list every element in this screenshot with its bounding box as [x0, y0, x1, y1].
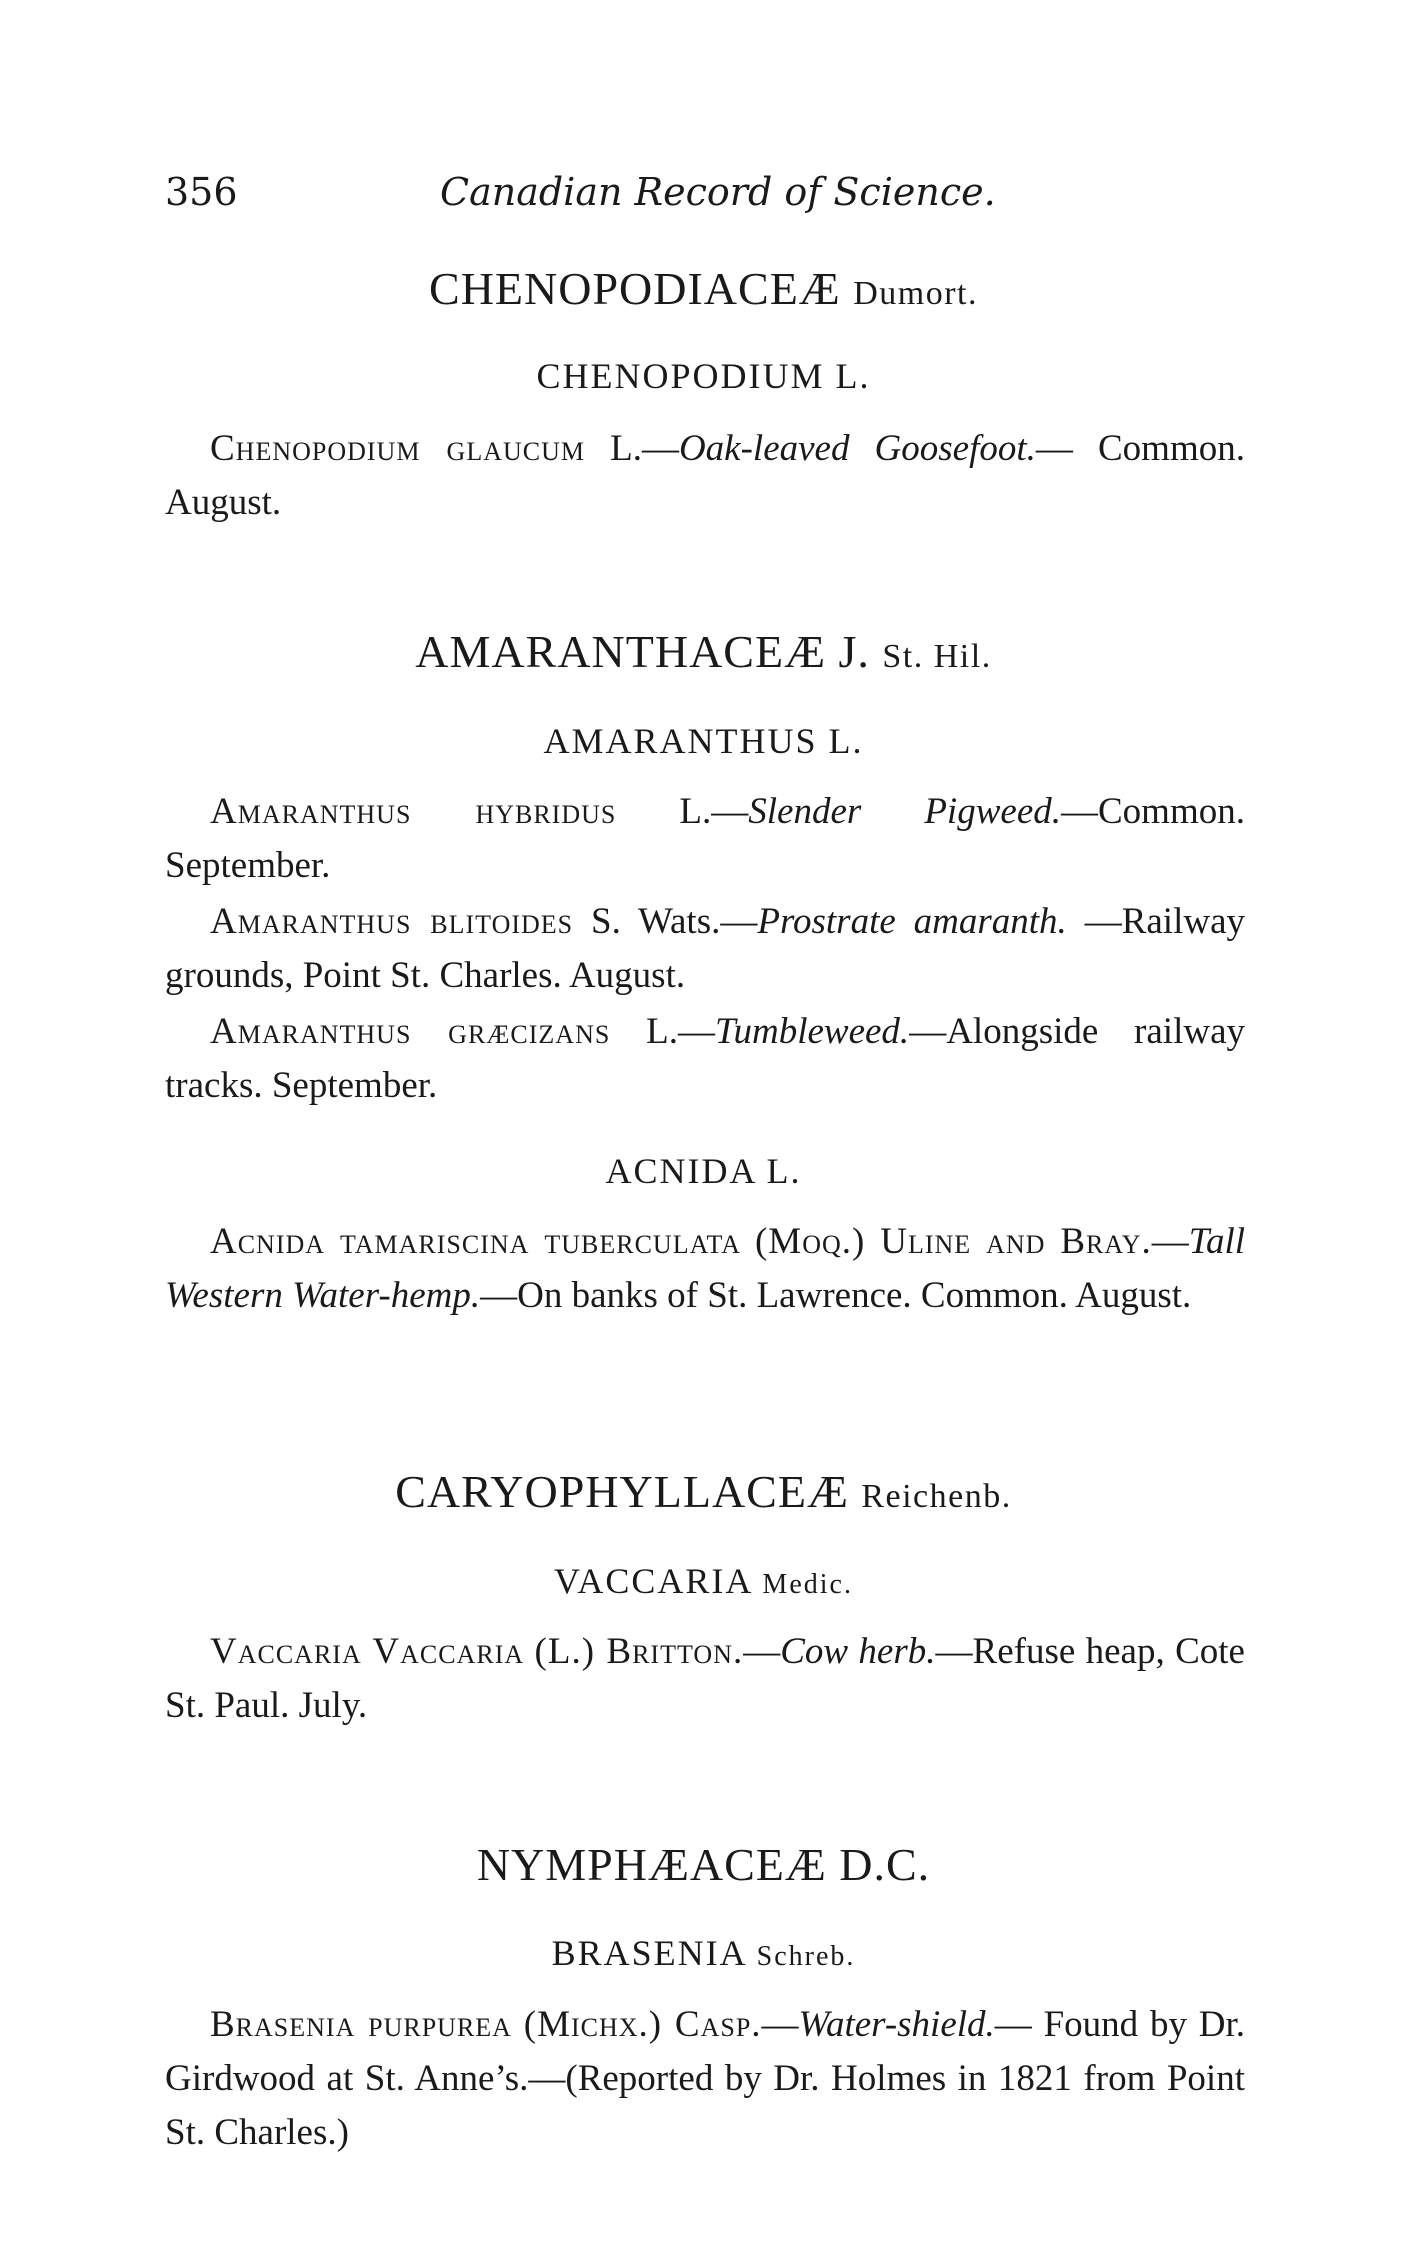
genus-name: CHENOPODIUM L. — [536, 356, 871, 396]
species-note: Found by Dr. Girdwood at St. Anne’s.—(Reported by Dr. Holmes in 1821 from Point St. Charles.) — [165, 2004, 1245, 2153]
genus-name: BRASENIA — [551, 1933, 746, 1973]
genus-heading-amaranthus — [0, 720, 1407, 762]
genus-name: VACCARIA — [554, 1561, 752, 1601]
species-authority: L. — [610, 428, 642, 469]
dash: — — [909, 1011, 947, 1052]
species-authority: (L.) Britton. — [534, 1631, 744, 1672]
family-authority: St. Hil. — [882, 638, 992, 675]
species-entry-acnida-tamariscina — [165, 1215, 1245, 1323]
dash: — — [720, 901, 758, 942]
family-heading-amaranthaceae — [0, 625, 1407, 678]
family-name: CHENOPODIACEÆ — [429, 263, 841, 314]
common-name: Cow herb. — [780, 1631, 936, 1672]
dash: — — [761, 2004, 799, 2045]
species-entry-brasenia-purpurea — [165, 1998, 1245, 2160]
genus-heading-vaccaria — [0, 1560, 1407, 1602]
family-name: AMARANTHACEÆ J. — [415, 626, 870, 677]
species-note: Alongside railway tracks. September. — [165, 1011, 1246, 1106]
species-entry-vaccaria-vaccaria — [165, 1625, 1245, 1733]
species-entry-chenopodium-glaucum — [165, 422, 1245, 530]
species-authority: (Michx.) Casp. — [523, 2004, 762, 2045]
species-note: Common. August. — [165, 428, 1245, 523]
species-entry-amaranthus-graecizans — [165, 1005, 1245, 1113]
running-head — [165, 170, 1245, 230]
species-name: Brasenia purpurea — [210, 2004, 512, 2045]
genus-authority: Schreb. — [756, 1941, 856, 1972]
genus-heading-chenopodium — [0, 355, 1407, 397]
dash: — — [994, 2004, 1032, 2045]
family-name: NYMPHÆACEÆ D.C. — [476, 1839, 931, 1890]
species-name: Amaranthus hybridus — [210, 791, 617, 832]
dash: — — [1151, 1221, 1189, 1262]
species-name: Amaranthus blitoides — [210, 901, 574, 942]
species-authority: S. Wats. — [591, 901, 721, 942]
dash: — — [641, 428, 679, 469]
common-name: Tall Western Water-hemp. — [165, 1221, 1246, 1316]
genus-heading-acnida — [0, 1150, 1407, 1192]
genus-heading-brasenia — [0, 1932, 1407, 1974]
family-heading-nymphaeaceae — [0, 1838, 1407, 1891]
genus-name: AMARANTHUS L. — [543, 721, 864, 761]
family-authority: Reichenb. — [861, 1478, 1012, 1515]
species-name: Vaccaria Vaccaria — [210, 1631, 525, 1672]
species-note: Railway grounds, Point St. Charles. August. — [165, 901, 1245, 996]
dash: — — [677, 1011, 715, 1052]
species-name: Amaranthus græcizans — [210, 1011, 611, 1052]
dash: — — [1084, 901, 1122, 942]
common-name: Oak-leaved Goosefoot. — [678, 428, 1036, 469]
dash: — — [743, 1631, 781, 1672]
species-authority: (Moq.) Uline and Bray. — [754, 1221, 1152, 1262]
common-name: Slender Pigweed. — [748, 791, 1061, 832]
species-note: On banks of St. Lawrence. Common. August. — [517, 1275, 1192, 1316]
dash: — — [1061, 791, 1098, 832]
dash: — — [480, 1275, 518, 1316]
species-authority: L. — [646, 1011, 678, 1052]
species-name: Chenopodium glaucum — [210, 428, 585, 469]
dash: — — [1035, 428, 1073, 469]
dash: — — [935, 1631, 973, 1672]
page-number: 356 — [165, 170, 238, 214]
family-name: CARYOPHYLLACEÆ — [395, 1466, 849, 1517]
species-note: Common. September. — [165, 791, 1245, 886]
family-heading-caryophyllaceae — [0, 1465, 1407, 1518]
journal-title: Canadian Record of Science. — [440, 170, 996, 214]
genus-name: ACNIDA L. — [605, 1151, 802, 1191]
common-name: Tumbleweed. — [714, 1011, 910, 1052]
genus-authority: Medic. — [762, 1569, 853, 1600]
common-name: Water-shield. — [798, 2004, 995, 2045]
species-entry-amaranthus-blitoides — [165, 895, 1245, 1003]
dash: — — [711, 791, 749, 832]
common-name: Prostrate amaranth. — [757, 901, 1067, 942]
family-heading-chenopodiaceae — [0, 262, 1407, 315]
species-entry-amaranthus-hybridus — [165, 785, 1245, 893]
species-name: Acnida tamariscina tuberculata — [210, 1221, 742, 1262]
family-authority: Dumort. — [853, 275, 978, 312]
species-authority: L. — [679, 791, 712, 832]
species-note: Refuse heap, Cote St. Paul. July. — [165, 1631, 1245, 1726]
